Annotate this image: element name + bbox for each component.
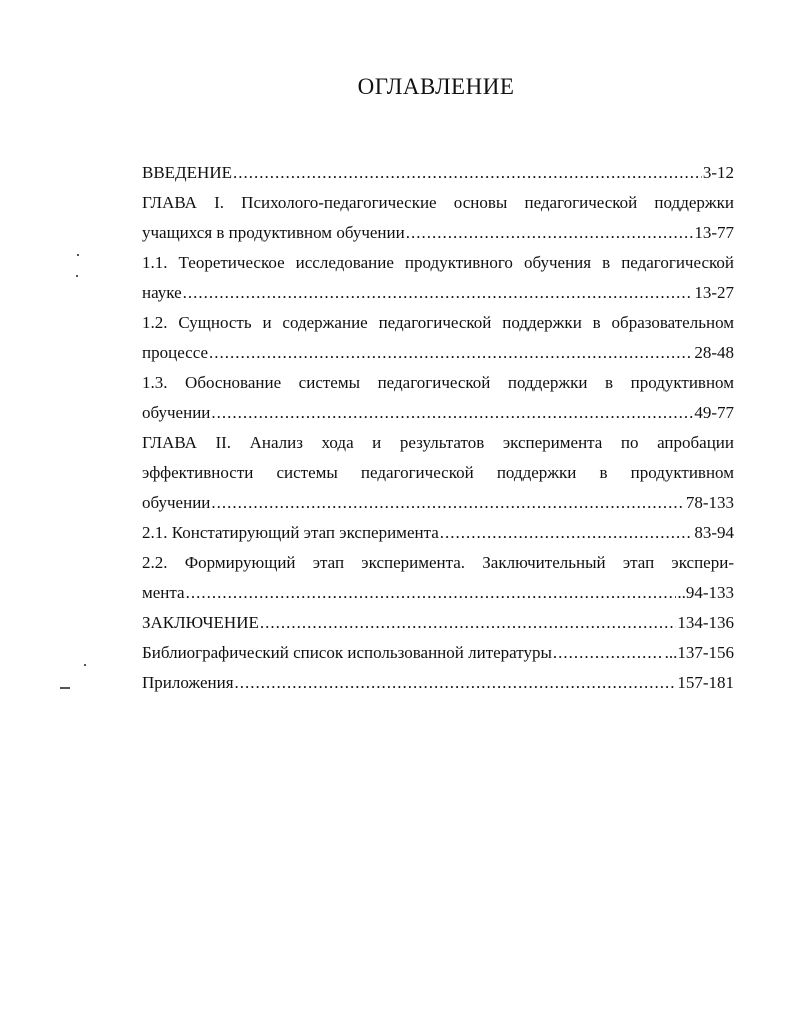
toc-entry-s13 (142, 398, 734, 428)
toc-pages: 28-48 (694, 343, 734, 362)
dot-leader (553, 638, 664, 668)
toc-entry-s11 (142, 278, 734, 308)
toc-pages: 78-133 (685, 493, 734, 512)
toc-label: обучении (142, 493, 211, 512)
toc-entry-s12 (142, 338, 734, 368)
toc-label: Приложения (142, 673, 234, 692)
toc-pages: 157-181 (677, 673, 734, 692)
toc-label: ВВЕДЕНИЕ (142, 163, 232, 182)
dot-leader (406, 218, 694, 248)
scan-speck (84, 664, 86, 666)
toc-label: Библиографический список использованной литературы (142, 643, 552, 662)
toc-label: учащихся в продуктивном обучении (142, 223, 405, 242)
toc-label: мента (142, 583, 185, 602)
toc-entry-ch2 (142, 488, 734, 518)
toc-pages: ..94-133 (677, 583, 734, 602)
toc-pages: 83-94 (694, 523, 734, 542)
toc-label: процессе (142, 343, 209, 362)
toc-entry-ch1-line1: ГЛАВА I. Психолого-педагогические основы педагогической поддержки (142, 193, 734, 212)
toc-entry-s11-line1: 1.1. Теоретическое исследование продуктивного обучения в педагогической (142, 253, 734, 272)
scan-speck (60, 687, 70, 689)
toc-label: 2.1. Констатирующий этап эксперимента (142, 523, 439, 542)
toc-entry-intro (142, 158, 734, 188)
dot-leader (211, 398, 693, 428)
toc-pages: 134-136 (677, 613, 734, 632)
toc-entry-s13-line1: 1.3. Обоснование системы педагогической поддержки в продуктивном (142, 373, 734, 392)
toc-entry-appendix (142, 668, 734, 698)
dot-leader (183, 278, 694, 308)
scan-speck (76, 275, 78, 277)
table-of-contents (142, 158, 734, 698)
page-title: ОГЛАВЛЕНИЕ (357, 74, 515, 99)
toc-pages: 13-77 (694, 223, 734, 242)
toc-entry-conclusion (142, 608, 734, 638)
toc-entry-s21 (142, 518, 734, 548)
toc-entry-ch1 (142, 218, 734, 248)
toc-label: обучении (142, 403, 211, 422)
dot-leader (209, 338, 693, 368)
toc-pages: ...137-156 (664, 643, 734, 662)
toc-pages: 3-12 (702, 163, 734, 182)
toc-entry-s22-line1: 2.2. Формирующий этап эксперимента. Заключительный этап экспери- (142, 553, 734, 572)
dot-leader (186, 578, 677, 608)
toc-label: науке (142, 283, 182, 302)
toc-entry-bibliography (142, 638, 734, 668)
toc-entry-ch2-line1: ГЛАВА II. Анализ хода и результатов эксперимента по апробации (142, 433, 734, 452)
scan-speck (77, 254, 79, 256)
toc-entry-s22 (142, 578, 734, 608)
dot-leader (211, 488, 684, 518)
toc-label: ЗАКЛЮЧЕНИЕ (142, 613, 259, 632)
toc-entry-ch2-line2: эффективности системы педагогической поддержки в продуктивном (142, 463, 734, 482)
toc-pages: 13-27 (694, 283, 734, 302)
dot-leader (260, 608, 676, 638)
toc-entry-s12-line1: 1.2. Сущность и содержание педагогической поддержки в образовательном (142, 313, 734, 332)
toc-pages: 49-77 (694, 403, 734, 422)
dot-leader (235, 668, 677, 698)
dot-leader (233, 158, 702, 188)
dot-leader (440, 518, 694, 548)
